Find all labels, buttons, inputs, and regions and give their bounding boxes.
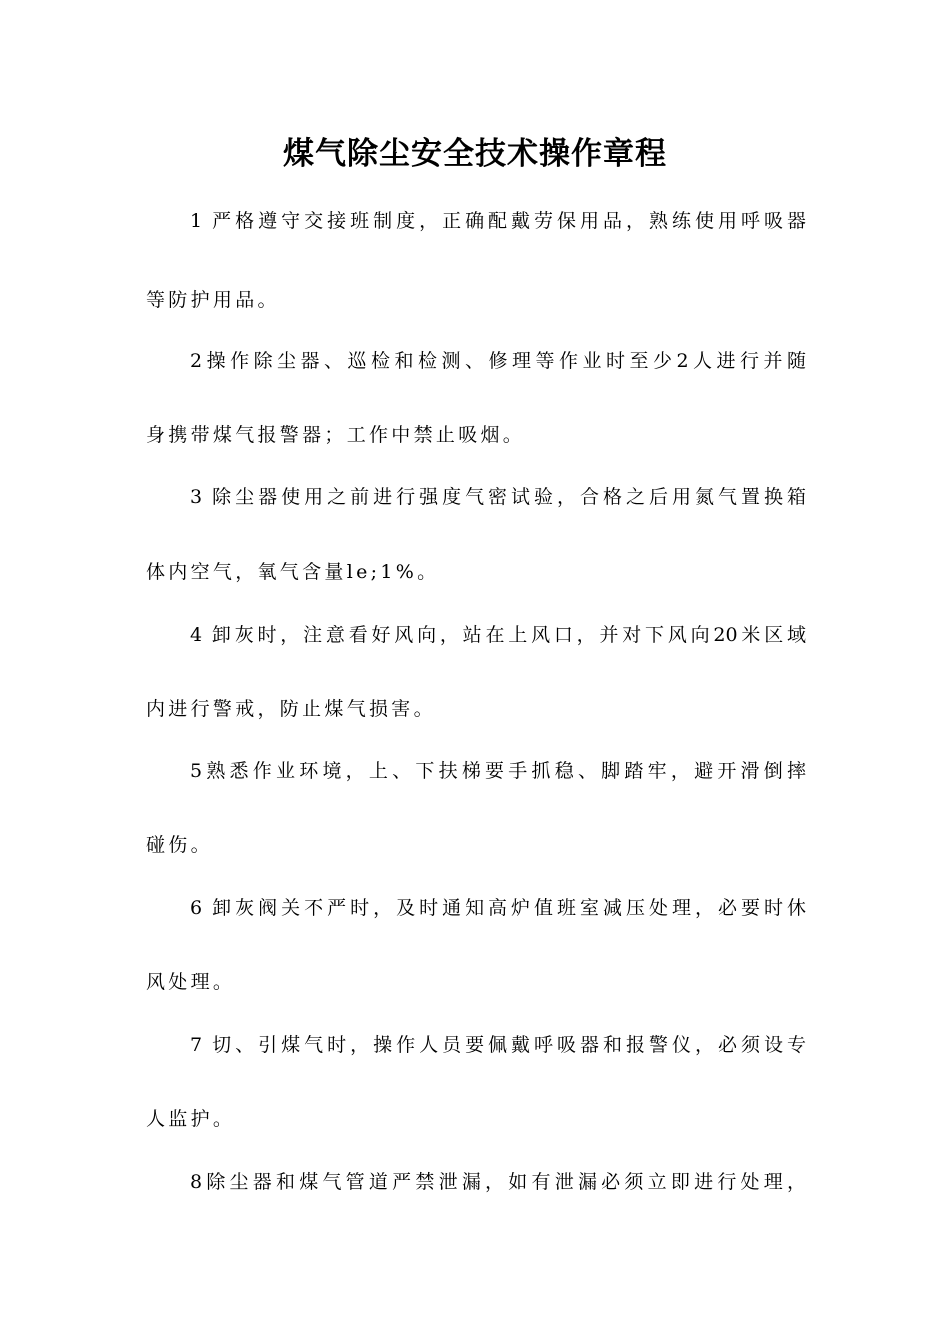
paragraph-line: 2操作除尘器、巡检和检测、修理等作业时至少2人进行并随: [190, 350, 806, 372]
document-title: 煤气除尘安全技术操作章程: [283, 136, 667, 172]
paragraph-line: 等防护用品。: [146, 289, 280, 311]
paragraph-line: 4 卸灰时，注意看好风向，站在上风口，并对下风向20米区域: [190, 624, 806, 646]
paragraph-line: 5熟悉作业环境，上、下扶梯要手抓稳、脚踏牢，避开滑倒摔: [190, 760, 806, 782]
paragraph-line: 1 严格遵守交接班制度，正确配戴劳保用品，熟练使用呼吸器: [190, 210, 806, 232]
paragraph-line: 3 除尘器使用之前进行强度气密试验，合格之后用氮气置换箱: [190, 486, 806, 508]
paragraph-line: 7 切、引煤气时，操作人员要佩戴呼吸器和报警仪，必须设专: [190, 1034, 806, 1056]
paragraph-line: 内进行警戒，防止煤气损害。: [146, 698, 436, 720]
paragraph-line: 8除尘器和煤气管道严禁泄漏，如有泄漏必须立即进行处理，: [190, 1171, 806, 1193]
paragraph-line: 碰伤。: [146, 834, 213, 856]
paragraph-line: 风处理。: [146, 971, 236, 993]
paragraph-line: 6 卸灰阀关不严时，及时通知高炉值班室减压处理，必要时休: [190, 897, 806, 919]
paragraph-line: 人监护。: [146, 1108, 236, 1130]
paragraph-line: 体内空气，氧气含量le;1%。: [146, 561, 440, 583]
paragraph-line: 身携带煤气报警器；工作中禁止吸烟。: [146, 424, 526, 446]
